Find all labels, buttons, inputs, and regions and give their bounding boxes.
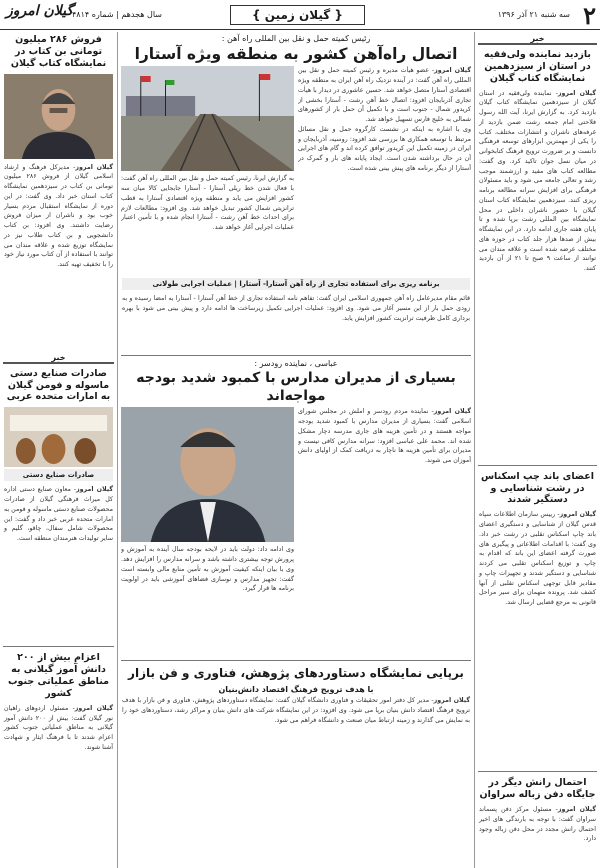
article-body	[121, 545, 294, 657]
headline-research-expo[interactable]: برپایی نمایشگاه دستاوردهای پژوهش، فناوری و فن بازار	[128, 666, 464, 681]
article-text: - مدیر کل دفتر امور تحقیقات و فناوری دانشگاه گیلان گفت: نمایشگاه دستاوردهای پژوهش، فناوری و فن بازار با هدف ترویج فرهنگ اقتصاد دانش بنیان برپا می شود. وی افزود: در این نمایشگاه شرکت های دانش بنیان و مراکز رشد، دستاوردهای خود را به نمایش می گذارند و زمینه ارتباط میان صنعت و دانشگاه فراهم می شود.	[122, 697, 470, 724]
article-body	[0, 702, 117, 822]
page-number: ۲	[583, 1, 596, 30]
article-body	[298, 407, 471, 657]
article-text: - عضو هیأت مدیره و رئیس کمیته حمل و نقل بین المللی راه آهن گفت: در آینده نزدیک راه آهن ایران به منطقه ویژه اقتصادی آستارا متصل خواهد شد. حسین عاشوری در دیدار با هیأت تجاری آذربایجان افزود: اتصال خط آهن رشت - آستارا بخشی از کریدور شمال - جنوب است و با تکمیل آن حمل بار از کشورهای شمالی به خلیج فارس تسهیل خواهد شد.	[298, 67, 471, 124]
article-body	[475, 508, 600, 768]
article-lead: گیلان امروز	[74, 704, 113, 712]
right-column	[474, 32, 600, 868]
divider	[3, 646, 114, 647]
article-lead: گیلان امروز	[557, 806, 596, 813]
article-text: قائم مقام مدیرعامل راه آهن جمهوری اسلامی ایران گفت: تفاهم نامه استفاده تجاری از خط آهن آستارا - آستارا به امضا رسیده و به زودی حمل بار از این مسیر آغاز می شود. وی افزود: عملیات اجرایی تکمیل زیرساخت ها ادامه دارد و پیش بینی می شود با بهره برداری کامل ظرفیت ترانزیت کشور افزایش یابد.	[122, 295, 470, 322]
article-text: وی ادامه داد: دولت باید در لایحه بودجه سال آینده به آموزش و پرورش توجه بیشتری داشته باشد و سرانه مدارس را افزایش دهد. وی با بیان اینکه کیفیت آموزش به تأمین منابع مالی وابسته است گفت: تجهیز مدارس و نوسازی فضاهای آموزشی باید در اولویت برنامه ها قرار گیرد.	[121, 546, 294, 593]
section-tag: خبر	[478, 34, 597, 45]
section-title: { گیلان زمین }	[230, 5, 365, 25]
issue-number: سال هجدهم | شماره ۴۸۱۴	[72, 10, 162, 19]
headline-book-fair-visit[interactable]: بازدید نماینده ولی‌فقیه در استان از سیزدهمین نمایشگاه کتاب گیلان	[484, 49, 591, 84]
headline-students-dispatch[interactable]: اعزام بیش از ۲۰۰ دانش آموز گیلانی به مناطق عملیاتی جنوب کشور	[7, 652, 110, 699]
railway-photo	[121, 66, 294, 171]
handicraft-photo	[4, 407, 113, 467]
article-lead: گیلان امروز	[76, 486, 114, 494]
headline-landfill-slide[interactable]: احتمال رانش دیگر در جایگاه دفن زباله سراوان	[479, 777, 596, 801]
photo-column	[121, 66, 294, 276]
headline-book-coupon-sales[interactable]: فروش ۲۸۶ میلیون تومانی بن کتاب در نمایشگاه کتاب گیلان	[10, 34, 107, 69]
article-columns	[118, 407, 474, 657]
article-text: - معاون صنایع دستی اداره کل میراث فرهنگی گیلان از صادرات محصولات صنایع دستی ماسوله و فومن به امارات متحده عربی خبر داد و گفت: این محصولات شامل سفال، چاقو، گلیم و سایر تولیدات هنرمندان منطقه است.	[4, 486, 113, 542]
divider	[478, 465, 597, 466]
article-body	[118, 694, 474, 764]
article-text: - مسئول مرکز دفن پسماند سراوان گفت: با توجه به بارندگی های اخیر احتمال رانش مجدد در محل دفن زباله وجود دارد.	[479, 806, 596, 843]
article-text: به گزارش ایرنا، رئیس کمیته حمل و نقل بین المللی راه آهن گفت: با فعال شدن خط ریلی آستارا - آستارا جابجایی کالا میان سه کشور افزایش می یابد و منطقه ویژه اقتصادی آستارا به قطب ترانزیتی شمال کشور تبدیل خواهد شد. وی افزود: مطالعات لازم برای احداث خط آهن رشت - آستارا انجام شده و با تأمین اعتبار عملیات اجرایی آغاز خواهد شد.	[121, 175, 294, 232]
article-body	[118, 292, 474, 352]
article-columns	[118, 66, 474, 276]
portrait-icon	[4, 74, 113, 159]
headline-handicraft-export[interactable]: صادرات صنایع دستی ماسوله و فومن گیلان به امارات متحده عربی	[6, 367, 111, 403]
headline-counterfeit-arrest[interactable]: اعضای باند چپ اسکناس در رشت شناسایی و دستگیر شدند	[480, 470, 595, 506]
article-text: وی با اشاره به اینکه در نشست کارگروه حمل و نقل مسائل مرتبط با توسعه همکاری ها بررسی شد افزود: روسیه، آذربایجان و ایران در زمینه تکمیل این کریدور توافق کرده اند و گام های اجرایی آن در حال برداشته شدن است. ایجاد پایانه های بار و گمرک در آستارا از دیگر برنامه های پیش بینی شده است.	[298, 125, 471, 172]
article-body	[475, 87, 600, 462]
article-text: - مدیرکل فرهنگ و ارشاد اسلامی گیلان از فروش ۲۸۶ میلیون تومانی بن کتاب در سیزدهمین نمایشگاه کتاب استان خبر داد. وی گفت: در این دوره از نمایشگاه استقبال مردم بسیار خوب بود و ناشران از میزان فروش رضایت داشتند. وی افزود: بن کتاب دانشجویی و بن کتاب طلاب نیز در نمایشگاه توزیع شده و علاقه مندان می توانند با استفاده از آن کتاب مورد نیاز خود را با تخفیف تهیه کنند.	[4, 163, 113, 269]
article-text: - رییس سازمان اطلاعات سپاه قدس گیلان از شناسایی و دستگیری اعضای باند چاپ اسکناس تقلبی در رشت خبر داد. وی گفت: با اقدامات اطلاعاتی و پیگیری های صورت گرفته اعضای این باند که اقدام به چاپ و توزیع اسکناس تقلبی می کردند شناسایی و دستگیر شدند و تجهیزات چاپ و مقادیر قابل توجهی اسکناس تقلبی از آنها کشف شد. پرونده متهمان برای سیر مراحل قانونی به مرجع قضایی ارسال شد.	[479, 511, 596, 606]
article-lead: گیلان امروز	[75, 163, 114, 171]
article-lead: گیلان امروز	[559, 511, 596, 519]
article-lead: گیلان امروز	[433, 697, 470, 705]
mp-portrait-photo	[121, 407, 294, 542]
pottery-icon	[4, 407, 113, 467]
middle-column	[118, 32, 474, 868]
article-text: - نماینده مردم رودسر و املش در مجلس شورای اسلامی گفت: بسیاری از مدیران مدارس با کمبود شدید بودجه مواجه هستند و در تأمین هزینه های جاری مدرسه دچار مشکل شده اند. محمد علی عباسی افزود: سرانه مدارس کافی نیست و مدیران برای تأمین هزینه ها ناچار به دریافت کمک از اولیای دانش آموزان می شوند.	[298, 408, 471, 465]
article-lead: گیلان امروز	[433, 408, 471, 416]
headline-astara-railway[interactable]: اتصال راه‌آهن کشور به منطقه ویژه آستارا	[134, 45, 458, 63]
headline-school-budget[interactable]: بسیاری از مدیران مدارس با کمبود شدید بودجه مواجه‌اند	[136, 370, 456, 404]
article-body	[0, 161, 117, 351]
article-kicker: عباسی ، نماینده رودسر :	[254, 359, 338, 369]
article-lead: گیلان امروز	[434, 67, 471, 75]
newspaper-logo: گیلان امروز	[6, 3, 74, 19]
article-kicker: رئیس کمیته حمل و نقل بین المللی راه آهن :	[221, 34, 371, 43]
railway-tracks-icon	[121, 66, 294, 171]
article-lead: گیلان امروز	[557, 89, 596, 97]
divider	[121, 660, 471, 661]
portrait-icon	[121, 407, 294, 542]
photo-caption: صادرات صنایع دستی	[4, 469, 113, 481]
article-text: - مسئول اردوهای راهیان نور گیلان گفت: بیش از ۲۰۰ دانش آموز گیلانی به مناطق عملیاتی جنوب کشور اعزام شدند تا با فرهنگ ایثار و شهادت آشنا شوند.	[4, 704, 113, 751]
article-body	[121, 174, 294, 276]
divider	[478, 771, 597, 772]
article-body	[0, 483, 117, 643]
issue-date: سه شنبه ۲۱ آذر ۱۳۹۶	[497, 10, 570, 19]
article-subhead: برنامه ریزی برای استفاده تجاری از راه آهن آستارا- آستارا | عملیات اجرایی طولانی	[122, 278, 470, 290]
article-text: - نماینده ولی‌فقیه در استان گیلان از سیزدهمین نمایشگاه کتاب گیلان بازدید کرد. به گزارش ایرنا، آیت الله رسول فلاحتی امام جمعه رشت ضمن بازدید از غرفه‌های ناشران و انتشارات مختلف، کتاب را یکی از مهمترین ابزارهای توسعه فرهنگی دانست و بر ضرورت ترویج فرهنگ کتابخوانی در میان نسل جوان تاکید کرد. وی گفت: مطالعه کتاب های مفید و ارزشمند موجب رشد و تعالی جامعه می شود و باید مسئولان فرهنگی برای افزایش سرانه مطالعه برنامه ریزی کنند. سیزدهمین نمایشگاه کتاب استان گیلان با حضور ناشران داخلی در محل نمایشگاه بین المللی رشت برپا شده و تا پایان هفته جاری ادامه دارد. در این نمایشگاه بیش از صدها هزار جلد کتاب در حوزه های مختلف عرضه شده است و علاقه مندان می توانند از ساعت ۹ صبح تا ۲۱ از آن بازدید کنند.	[479, 89, 596, 273]
article-body	[298, 66, 471, 276]
article-subheadline: با هدف ترویج فرهنگ اقتصاد دانش‌بنیان	[218, 685, 374, 695]
article-body	[475, 803, 600, 868]
left-column	[0, 32, 118, 868]
official-portrait-photo	[4, 74, 113, 159]
divider	[121, 355, 471, 356]
section-tag: خبر	[3, 353, 114, 364]
page-header	[0, 0, 600, 30]
photo-column	[121, 407, 294, 657]
